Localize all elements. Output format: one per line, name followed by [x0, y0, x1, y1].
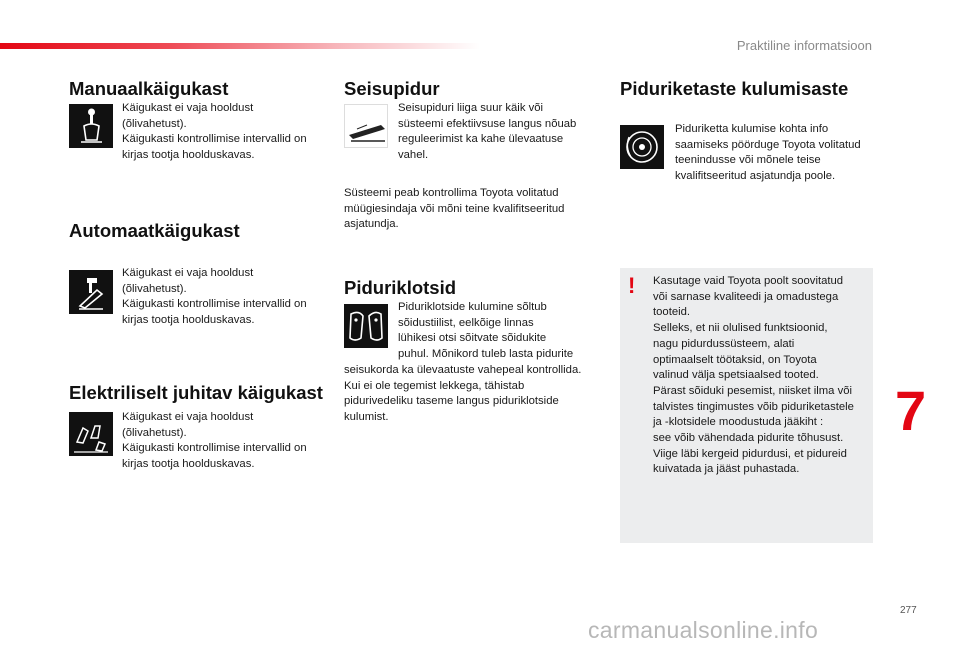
automatic-gearbox-text: Käigukast ei vaja hooldust (õlivahetust). Käigukasti kontrollimise intervallid on kirjas tootja hoolduskavas. [122, 267, 307, 327]
chapter-number: 7 [895, 379, 927, 442]
page-number: 277 [900, 605, 917, 616]
watermark: carmanualsonline.info [588, 617, 819, 643]
brake-pads-icon [344, 304, 388, 348]
heading-electric-gearbox: Elektriliselt juhitav käigukast [69, 382, 323, 403]
warning-exclamation-icon: ! [628, 273, 636, 298]
heading-automatic-gearbox: Automaatkäigukast [69, 220, 240, 241]
heading-manual-gearbox: Manuaalkäigukast [69, 78, 229, 99]
automatic-gear-lever-icon [69, 270, 113, 314]
brake-pads-text-upper: Piduriklotside kulumine sõltub sõidustiilist, eelkõige linnas lühikesi otsi sõitvate sõidukite puhul. Mõnikord tuleb lasta pidurite [398, 301, 574, 361]
manual-gearbox-text: Käigukast ei vaja hooldust (õlivahetust). Käigukasti kontrollimise intervallid on kirjas tootja hoolduskavas. [122, 102, 307, 162]
heading-parking-brake: Seisupidur [344, 78, 440, 99]
electric-gear-selector-icon [69, 412, 113, 456]
parking-brake-extra-text: Süsteemi peab kontrollima Toyota volitatud müügiesindaja või mõni teine kvalifitseeritud asjatundja. [344, 187, 565, 231]
brake-pads-text-lower: seisukorda ka ülevaatuste vahepeal kontrollida. Kui ei ole tegemist lekkega, tähistab pidurivedeliku taseme langus piduriklotside kulumist. [344, 364, 582, 424]
parking-brake-text: Seisupiduri liiga suur käik või süsteemi efektiivsuse langus nõuab reguleerimist ka kahe ülevaatuse vahel. [398, 102, 577, 162]
electric-gearbox-text: Käigukast ei vaja hooldust (õlivahetust). Käigukasti kontrollimise intervallid on kirjas tootja hoolduskavas. [122, 411, 307, 471]
heading-brake-disc-wear: Piduriketaste kulumisaste [620, 78, 849, 99]
warning-text: Kasutage vaid Toyota poolt soovitatud või sarnase kvaliteedi ja omadustega tooteid. Selleks, et nii olulised funktsioonid, nagu pidurdussüsteem, alati optimaalselt töötaksid, on Toyota valinud välja spetsiaalsed tooted. Pärast sõiduki pesemist, niisket ilma või talvistes tingimustes võib piduriketastele ja -klotsidele moodustuda jääkiht : see võib vähendada pidurite tõhusust. Viige läbi kergeid pidurdusi, et pidureid kuivatada ja jääst puhastada. [653, 275, 854, 476]
header-accent-bar [0, 43, 480, 49]
parking-brake-icon [344, 104, 388, 148]
gear-lever-icon [69, 104, 113, 148]
section-title: Praktiline informatsioon [736, 38, 872, 53]
heading-brake-pads: Piduriklotsid [344, 277, 457, 298]
brake-disc-icon [620, 125, 664, 169]
brake-disc-text: Piduriketta kulumise kohta info saamiseks pöörduge Toyota volitatud teenindusse või mõnele teise kvalifitseeritud asjatundja poole. [675, 123, 861, 183]
